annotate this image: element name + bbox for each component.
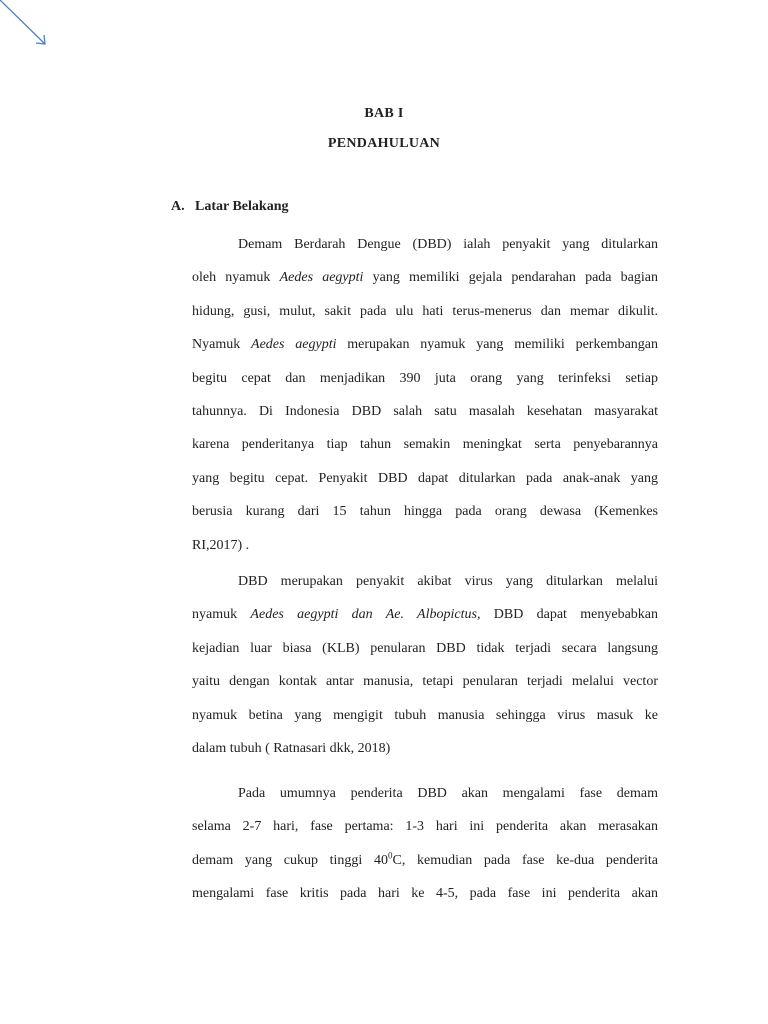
- paragraph-line: demam yang cukup tinggi $40^0C$, kemudian pada fase ke-dua penderita: [192, 850, 659, 868]
- paragraph-line: RI,2017) .: [192, 537, 250, 553]
- paragraph-line: Nyamuk Aedes aegypti merupakan nyamuk yang memiliki perkembangan: [192, 337, 658, 353]
- section-marker: A.: [171, 199, 185, 214]
- species-name: Aedes aegypti dan Ae. Albopictus: [250, 607, 477, 623]
- species-name: Aedes aegypti: [279, 270, 364, 286]
- paragraph-line: nyamuk betina yang mengigit tubuh manusia sehingga virus masuk ke: [192, 707, 658, 723]
- paragraph-line: oleh nyamuk Aedes aegypti yang memiliki gejala pendarahan pada bagian: [192, 270, 658, 286]
- paragraph-line: yaitu dengan kontak antar manusia, tetapi penularan terjadi melalui vector: [192, 674, 658, 690]
- species-name: Aedes aegypti: [251, 337, 337, 353]
- corner-arrow-mark: [0, 0, 60, 60]
- paragraph-line: selama 2-7 hari, fase pertama: 1-3 hari ini penderita akan merasakan: [192, 819, 658, 835]
- section-title: Latar Belakang: [195, 199, 289, 214]
- paragraph-line: DBD merupakan penyakit akibat virus yang ditularkan melalui: [238, 574, 658, 589]
- paragraph-line: Pada umumnya penderita DBD akan mengalami fase demam: [238, 786, 658, 801]
- paragraph-3: [192, 777, 658, 911]
- paragraph-line: nyamuk Aedes aegypti dan Ae. Albopictus, DBD dapat menyebabkan: [192, 607, 659, 623]
- paragraph-line: berusia kurang dari 15 tahun hingga pada orang dewasa (Kemenkes: [192, 504, 658, 520]
- paragraph-line: dalam tubuh ( Ratnasari dkk, 2018): [192, 741, 391, 757]
- paragraph-line: begitu cepat dan menjadikan 390 juta orang yang terinfeksi setiap: [192, 370, 658, 386]
- section-heading: [171, 199, 288, 215]
- paragraph-line: tahunnya. Di Indonesia DBD salah satu masalah kesehatan masyarakat: [192, 404, 658, 420]
- paragraph-line: yang begitu cepat. Penyakit DBD dapat ditularkan pada anak-anak yang: [192, 470, 658, 486]
- paragraph-line: mengalami fase kritis pada hari ke 4-5, pada fase ini penderita akan: [192, 886, 658, 902]
- superscript-zero: 0: [387, 850, 393, 861]
- paragraph-line: Demam Berdarah Dengue (DBD) ialah penyakit yang ditularkan: [238, 237, 658, 252]
- chapter-title: PENDAHULUAN: [327, 136, 441, 151]
- paragraph-line: kejadian luar biasa (KLB) penularan DBD tidak terjadi secara langsung: [192, 640, 658, 656]
- paragraph-2: [192, 565, 658, 765]
- paragraph-line: karena penderitanya tiap tahun semakin meningkat serta penyebarannya: [192, 437, 658, 453]
- paragraph-1: [192, 228, 658, 562]
- chapter-number: BAB I: [364, 106, 404, 121]
- paragraph-line: hidung, gusi, mulut, sakit pada ulu hati terus-menerus dan memar dikulit.: [192, 303, 658, 319]
